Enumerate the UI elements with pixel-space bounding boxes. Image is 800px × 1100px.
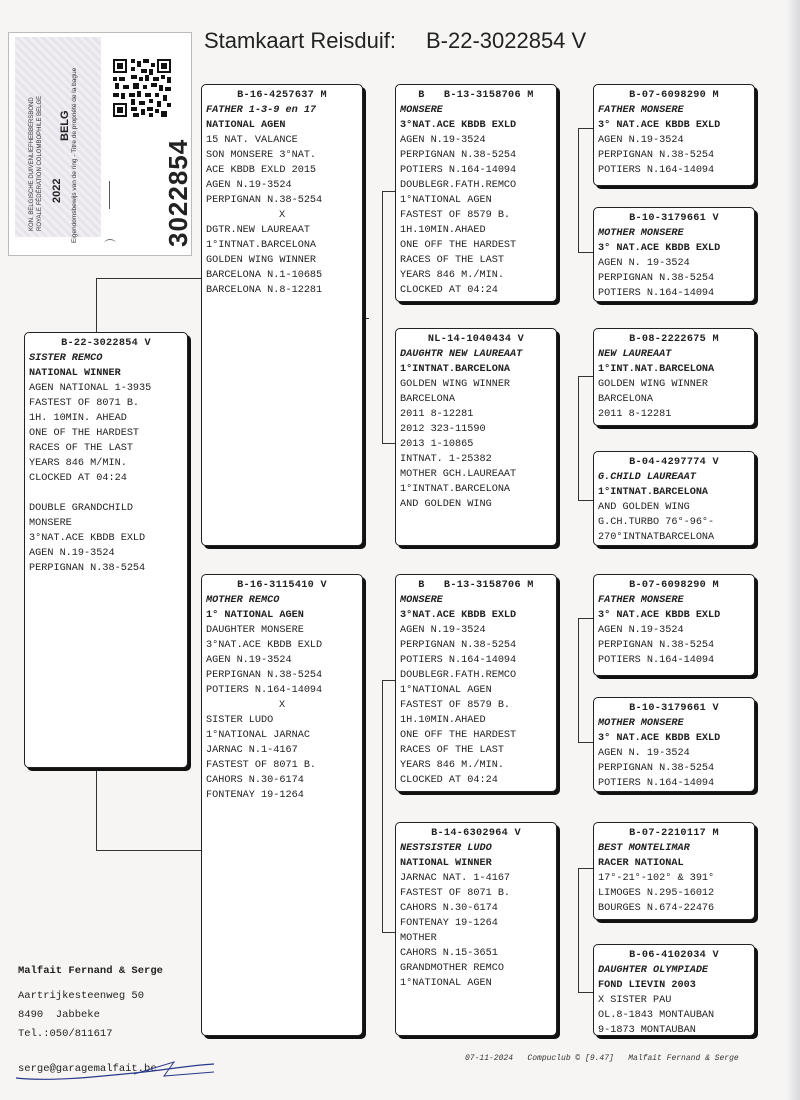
page-edge: [786, 0, 800, 1100]
connector-line: [96, 850, 202, 851]
spacer: [29, 486, 183, 501]
pedigree-line: PERPIGNAN N.38-5254: [206, 195, 323, 206]
connector-line: [578, 376, 594, 377]
pedigree-line: FASTEST OF 8071 B.: [206, 760, 317, 771]
ring-number: NL-14-1040434 V: [427, 334, 525, 345]
connector-line: [578, 376, 579, 500]
connector-line: [382, 680, 396, 681]
ring-number: B B-13-3158706 M: [418, 580, 534, 591]
pedigree-line: 1°INTNAT.BARCELONA: [400, 484, 511, 495]
pedigree-line: CLOCKED AT 04:24: [400, 775, 498, 786]
pedigree-line: 1°INTNAT.BARCELONA: [400, 364, 511, 375]
pedigree-line: 1°INT.NAT.BARCELONA: [598, 364, 715, 375]
ring-number: B-08-2222675 M: [629, 334, 719, 345]
pedigree-line: AGEN N.19-3524: [400, 625, 486, 636]
connector-line: [364, 191, 365, 443]
title-label: Stamkaart Reisduif:: [204, 28, 396, 53]
pedigree-line: 1H.10MIN.AHAED: [400, 225, 486, 236]
pedigree-line: ACE KBDB EXLD 2015: [206, 165, 317, 176]
pedigree-line: AGEN NATIONAL 1-3935: [29, 383, 152, 394]
ring-number: B-16-3115410 V: [237, 580, 327, 591]
connector-line: [382, 191, 396, 192]
pedigree-line: PERPIGNAN N.38-5254: [400, 640, 517, 651]
pigeon-name: NEW LAUREAAT: [598, 349, 672, 360]
pigeon-name: SISTER REMCO: [29, 353, 103, 364]
pigeon-name: FATHER 1-3-9 en 17: [206, 105, 317, 116]
pedigree-line: AGEN N. 19-3524: [598, 258, 690, 269]
owner-phone: Tel.:050/811617: [18, 1028, 113, 1040]
pedigree-line: BARCELONA: [598, 394, 654, 405]
qr-code: [113, 59, 171, 117]
connector-line: [578, 618, 579, 742]
pedigree-line: RACER NATIONAL: [598, 858, 684, 869]
pedigree-line: DGTR.NEW LAUREAAT: [206, 225, 310, 236]
pedigree-line: JARNAC N.1-4167: [206, 745, 298, 756]
pedigree-line: PERPIGNAN N.38-5254: [598, 763, 715, 774]
pedigree-line: PERPIGNAN N.38-5254: [598, 640, 715, 651]
pedigree-line: POTIERS N.164-14094: [400, 655, 517, 666]
pedigree-line: PERPIGNAN N.38-5254: [29, 563, 146, 574]
pedigree-line: 3° NAT.ACE KBDB EXLD: [598, 243, 721, 254]
pigeon-name: NESTSISTER LUDO: [400, 843, 492, 854]
pedigree-line: POTIERS N.164-14094: [598, 778, 715, 789]
pedigree-line: AGEN N.19-3524: [598, 625, 684, 636]
pedigree-line: AND GOLDEN WING: [598, 502, 690, 513]
pedigree-line: MONSERE: [29, 518, 72, 529]
pedigree-line: 1°NATIONAL JARNAC: [206, 730, 310, 741]
pigeon-name: BEST MONTELIMAR: [598, 843, 690, 854]
footer-date: 07-11-2024: [465, 1054, 514, 1063]
pigeon-box-mother: [201, 574, 363, 1036]
pedigree-line: 1° NATIONAL AGEN: [206, 610, 304, 621]
pigeon-box-subject: [24, 332, 188, 768]
pedigree-line: GOLDEN WING WINNER: [206, 255, 317, 266]
pedigree-line: NATIONAL AGEN: [206, 120, 286, 131]
pedigree-line: GRANDMOTHER REMCO: [400, 963, 504, 974]
pedigree-line: 1°NATIONAL AGEN: [400, 978, 492, 989]
pigeon-box-fmm: [593, 451, 755, 546]
ring-number: B-06-4102034 V: [629, 950, 719, 961]
pedigree-line: 3° NAT.ACE KBDB EXLD: [598, 733, 721, 744]
pedigree-line: DOUBLE GRANDCHILD: [29, 503, 133, 514]
pedigree-line: 3° NAT.ACE KBDB EXLD: [598, 120, 721, 131]
pedigree-line: AGEN N.19-3524: [206, 180, 292, 191]
pedigree-line: RACES OF THE LAST: [29, 443, 133, 454]
pigeon-box-fmf: [593, 328, 755, 426]
pedigree-line: AGEN N.19-3524: [400, 135, 486, 146]
pigeon-box-paternal-grandfather: [395, 84, 557, 302]
owner-city: 8490 Jabbeke: [18, 1009, 100, 1021]
pedigree-line: FASTEST OF 8579 B.: [400, 210, 511, 221]
pedigree-line: 2011 8-12281: [400, 409, 474, 420]
ring-card-number: 3022854: [163, 138, 193, 247]
ring-number: B-16-4257637 M: [237, 90, 327, 101]
pigeon-name: DAUGHTR NEW LAUREAAT: [400, 349, 523, 360]
pedigree-line: RACES OF THE LAST: [400, 255, 504, 266]
ring-number: B-22-3022854 V: [61, 338, 151, 349]
footer-software: Compuclub © [9.47]: [527, 1054, 614, 1063]
pedigree-line: DOUBLEGR.FATH.REMCO: [400, 180, 517, 191]
ring-card-band: [15, 37, 101, 237]
pedigree-line: 1°NATIONAL AGEN: [400, 195, 492, 206]
pedigree-line: NATIONAL WINNER: [400, 858, 492, 869]
pedigree-line: 1H.10MIN.AHAED: [400, 715, 486, 726]
pigeon-box-ffm: [593, 207, 755, 302]
pedigree-line: BARCELONA: [400, 394, 456, 405]
connector-line: [382, 680, 383, 932]
connector-line: [578, 128, 594, 129]
pedigree-line: SISTER LUDO: [206, 715, 274, 726]
ring-number: B-10-3179661 V: [629, 703, 719, 714]
ring-number: B-07-6098290 M: [629, 580, 719, 591]
federation-line-1: KON. BELGISCHE DUIVENLIEFHEBBERSBOND: [29, 97, 35, 231]
pigeon-box-maternal-grandmother: [395, 822, 557, 1036]
pigeon-box-mmf: [593, 822, 755, 920]
pedigree-line: POTIERS N.164-14094: [598, 655, 715, 666]
ring-year: 2022: [51, 178, 63, 203]
pedigree-line: AGEN N.19-3524: [29, 548, 115, 559]
pedigree-line: MOTHER: [400, 933, 437, 944]
pedigree-line: FOND LIEVIN 2003: [598, 980, 696, 991]
pedigree-line: INTNAT. 1-25382: [400, 454, 492, 465]
pedigree-line: 9-1873 MONTAUBAN: [598, 1025, 696, 1036]
pedigree-line: AGEN N.19-3524: [206, 655, 292, 666]
pigeon-name: FATHER MONSERE: [598, 105, 684, 116]
pedigree-line: 1H. 10MIN. AHEAD: [29, 413, 127, 424]
pigeon-box-father: [201, 84, 363, 546]
pedigree-line: YEARS 846 M/MIN.: [29, 458, 127, 469]
pedigree-line: POTIERS N.164-14094: [598, 165, 715, 176]
ownership-text: Eigendomsbewijs van de ring - Titre de propriété de la bague: [71, 67, 78, 243]
connector-line: [364, 680, 365, 932]
owner-email: serge@garagemalfait.be: [18, 1063, 157, 1075]
pedigree-line: POTIERS N.164-14094: [206, 685, 323, 696]
ring-country: BELG: [59, 110, 71, 141]
federation-line-2: ROYALE FÉDÉRATION COLOMBOPHILE BELGE: [37, 95, 43, 231]
pedigree-line: OL.8-1843 MONTAUBAN: [598, 1010, 715, 1021]
pedigree-line: 17°-21°-102° & 391°: [598, 873, 715, 884]
signature: [14, 1056, 244, 1090]
pedigree-line: FASTEST OF 8071 B.: [400, 888, 511, 899]
pedigree-line: FONTENAY 19-1264: [206, 790, 304, 801]
pedigree-line: 3°NAT.ACE KBDB EXLD: [206, 640, 323, 651]
owner-street: Aartrijkesteenweg 50: [18, 990, 145, 1002]
pedigree-line: PERPIGNAN N.38-5254: [400, 150, 517, 161]
pedigree-line: YEARS 846 M./MIN.: [400, 270, 504, 281]
pedigree-line: 3°NAT.ACE KBDB EXLD: [29, 533, 146, 544]
pigeon-name: MOTHER MONSERE: [598, 228, 684, 239]
pedigree-line: CLOCKED AT 04:24: [400, 285, 498, 296]
connector-line: [578, 618, 594, 619]
pedigree-line: CAHORS N.30-6174: [206, 775, 304, 786]
ring-number: B-14-6302964 V: [431, 828, 521, 839]
pedigree-line: X: [278, 210, 286, 221]
pigeon-name: MONSERE: [400, 105, 443, 116]
pedigree-line: AGEN N.19-3524: [598, 135, 684, 146]
pedigree-line: 2012 323-11590: [400, 424, 486, 435]
pigeon-name: FATHER MONSERE: [598, 595, 684, 606]
ring-number: B-10-3179661 V: [629, 213, 719, 224]
connector-line: [364, 318, 369, 319]
ring-card-circle: [104, 239, 116, 248]
connector-line: [96, 278, 97, 336]
ring-number: B B-13-3158706 M: [418, 90, 534, 101]
connector-line: [96, 278, 202, 279]
pedigree-line: NATIONAL WINNER: [29, 368, 121, 379]
pedigree-line: PERPIGNAN N.38-5254: [598, 273, 715, 284]
connector-line: [382, 443, 396, 444]
pedigree-line: RACES OF THE LAST: [400, 745, 504, 756]
pedigree-line: ONE OF THE HARDEST: [29, 428, 140, 439]
connector-line: [382, 191, 383, 443]
pedigree-line: 15 NAT. VALANCE: [206, 135, 298, 146]
pigeon-box-mff: [593, 574, 755, 676]
ring-number: B-07-2210117 M: [629, 828, 719, 839]
connector-line: [96, 770, 97, 850]
pedigree-line: 3°NAT.ACE KBDB EXLD: [400, 120, 517, 131]
pedigree-line: MOTHER GCH.LAUREAAT: [400, 469, 517, 480]
pigeon-name: MOTHER MONSERE: [598, 718, 684, 729]
pedigree-line: DAUGHTER MONSERE: [206, 625, 304, 636]
pigeon-box-mmm: [593, 944, 755, 1036]
connector-line: [578, 992, 594, 993]
pedigree-line: CLOCKED AT 04:24: [29, 473, 127, 484]
pedigree-line: AGEN N. 19-3524: [598, 748, 690, 759]
footer-owner: Malfait Fernand & Serge: [628, 1054, 739, 1063]
pedigree-line: 1°NATIONAL AGEN: [400, 685, 492, 696]
connector-line: [578, 500, 594, 501]
pedigree-line: FASTEST OF 8071 B.: [29, 398, 140, 409]
pedigree-line: POTIERS N.164-14094: [400, 165, 517, 176]
pedigree-line: 1°INTNAT.BARCELONA: [598, 487, 709, 498]
pigeon-name: G.CHILD LAUREAAT: [598, 472, 696, 483]
pedigree-line: ONE OFF THE HARDEST: [400, 730, 517, 741]
pedigree-line: G.CH.TURBO 76°-96°-: [598, 517, 715, 528]
footer: [465, 1054, 739, 1063]
pedigree-line: CAHORS N.30-6174: [400, 903, 498, 914]
pedigree-line: AND GOLDEN WING: [400, 499, 492, 510]
pedigree-line: POTIERS N.164-14094: [598, 288, 715, 299]
pedigree-line: GOLDEN WING WINNER: [598, 379, 709, 390]
pigeon-box-mfm: [593, 697, 755, 792]
connector-line: [382, 932, 396, 933]
connector-line: [578, 868, 579, 992]
pedigree-line: LIMOGES N.295-16012: [598, 888, 715, 899]
pigeon-name: MONSERE: [400, 595, 443, 606]
pedigree-line: BOURGES N.674-22476: [598, 903, 715, 914]
page-title: [204, 28, 586, 54]
pedigree-line: 2013 1-10865: [400, 439, 474, 450]
pedigree-line: X: [278, 700, 286, 711]
owner-name: Malfait Fernand & Serge: [18, 965, 163, 977]
pedigree-line: PERPIGNAN N.38-5254: [206, 670, 323, 681]
pedigree-line: DOUBLEGR.FATH.REMCO: [400, 670, 517, 681]
ring-ownership-card: [8, 32, 192, 256]
ring-number: B-07-6098290 M: [629, 90, 719, 101]
pedigree-line: 270°INTNATBARCELONA: [598, 532, 715, 543]
ring-card-mark: [109, 181, 114, 209]
connector-line: [578, 128, 579, 252]
pedigree-line: BARCELONA N.1-10685: [206, 270, 323, 281]
pedigree-line: FASTEST OF 8579 B.: [400, 700, 511, 711]
pedigree-line: 3° NAT.ACE KBDB EXLD: [598, 610, 721, 621]
pedigree-line: 1°INTNAT.BARCELONA: [206, 240, 317, 251]
pedigree-line: GOLDEN WING WINNER: [400, 379, 511, 390]
pedigree-line: JARNAC NAT. 1-4167: [400, 873, 511, 884]
pigeon-box-maternal-grandfather: [395, 574, 557, 792]
pedigree-line: PERPIGNAN N.38-5254: [598, 150, 715, 161]
pedigree-line: SON MONSERE 3°NAT.: [206, 150, 317, 161]
connector-line: [578, 742, 594, 743]
pigeon-box-fff: [593, 84, 755, 186]
ring-number: B-04-4297774 V: [629, 457, 719, 468]
pedigree-line: FONTENAY 19-1264: [400, 918, 498, 929]
pedigree-line: 2011 8-12281: [598, 409, 672, 420]
pedigree-line: ONE OFF THE HARDEST: [400, 240, 517, 251]
pigeon-name: MOTHER REMCO: [206, 595, 280, 606]
pedigree-line: X SISTER PAU: [598, 995, 672, 1006]
pedigree-line: 3°NAT.ACE KBDB EXLD: [400, 610, 517, 621]
pedigree-line: YEARS 846 M./MIN.: [400, 760, 504, 771]
pedigree-line: BARCELONA N.8-12281: [206, 285, 323, 296]
connector-line: [578, 868, 594, 869]
pigeon-box-paternal-grandmother: [395, 328, 557, 546]
connector-line: [578, 252, 594, 253]
title-ring-number: B-22-3022854 V: [425, 28, 587, 53]
pedigree-line: CAHORS N.15-3651: [400, 948, 498, 959]
pigeon-name: DAUGHTER OLYMPIADE: [598, 965, 709, 976]
